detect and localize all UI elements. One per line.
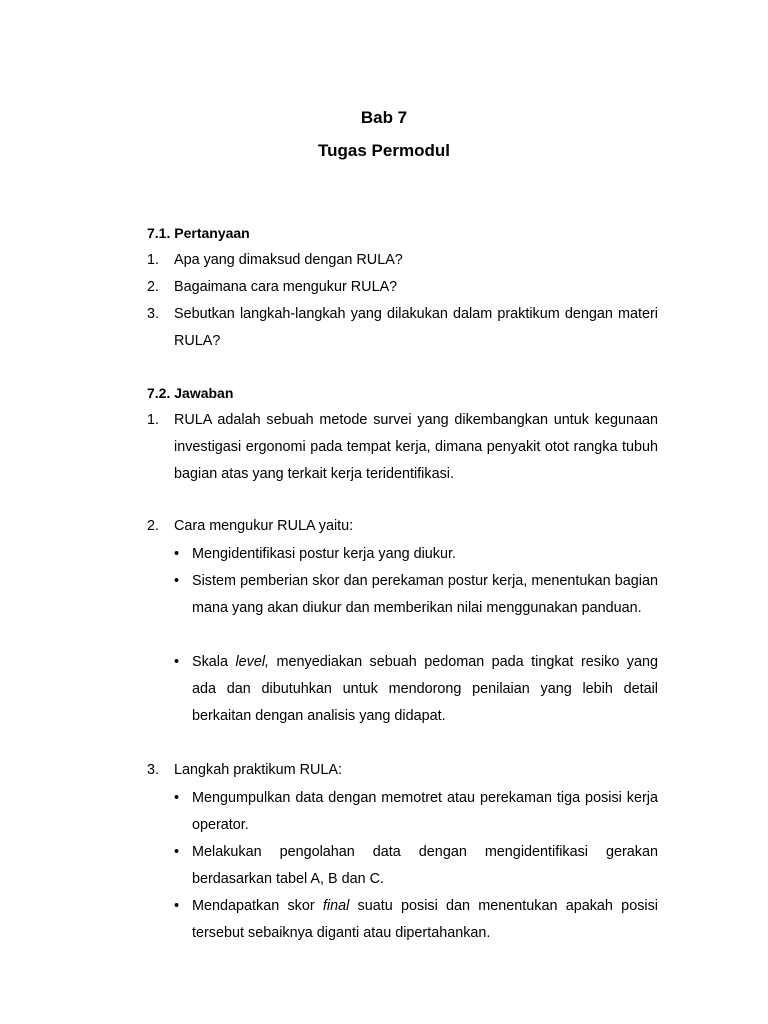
answer-item [147, 407, 658, 487]
bullet-icon: • [174, 573, 180, 589]
bullet-item [174, 541, 658, 568]
bullet-text: Mengidentifikasi postur kerja yang diukur. [192, 546, 456, 562]
bullet-item [174, 785, 658, 839]
bullet-icon: • [174, 654, 180, 670]
question-text: Sebutkan langkah-langkah yang dilakukan dalam praktikum dengan materi RULA? [174, 306, 658, 349]
bullet-text-end: menyediakan sebuah pedoman pada tingkat resiko yang ada dan dibutuhkan untuk mendorong penilaian yang lebih detail berkaitan dengan analisis yang didapat. [192, 654, 659, 724]
question-number: 2. [147, 279, 160, 295]
bullet-item [174, 568, 658, 622]
chapter-title: Tugas Permodul [318, 141, 450, 160]
bullet-icon: • [174, 844, 180, 860]
bullet-icon: • [174, 790, 180, 806]
answer-item [147, 757, 658, 784]
bullet-text [192, 649, 658, 729]
answer-number: 2. [147, 518, 160, 534]
question-text: Bagaimana cara mengukur RULA? [174, 279, 398, 295]
questions-heading: 7.1. Pertanyaan [147, 225, 250, 241]
question-item [147, 301, 658, 355]
answer-number: 1. [147, 412, 160, 428]
chapter-number: Bab 7 [360, 108, 408, 127]
question-number: 3. [147, 306, 160, 322]
bullet-text-start: Skala [192, 654, 236, 670]
bullet-text-end: suatu posisi dan menentukan apakah posisi tersebut sebaiknya diganti atau dipertahankan. [192, 898, 658, 941]
bullet-item [174, 839, 658, 893]
bullet-text [192, 893, 658, 947]
answers-heading: 7.2. Jawaban [147, 385, 234, 401]
question-text: Apa yang dimaksud dengan RULA? [174, 252, 403, 268]
answer-text: RULA adalah sebuah metode survei yang dikembangkan untuk kegunaan investigasi ergonomi pada tempat kerja, dimana penyakit otot rangka tubuh bagian atas yang terkait kerja teridentifikasi. [174, 412, 658, 482]
bullet-text-start: Mendapatkan skor [192, 898, 323, 914]
answer-text: Langkah praktikum RULA: [174, 762, 342, 778]
bullet-text: Mengumpulkan data dengan memotret atau perekaman tiga posisi kerja operator. [192, 790, 658, 833]
bullet-text: Sistem pemberian skor dan perekaman postur kerja, menentukan bagian mana yang akan diukur dan memberikan nilai menggunakan panduan. [192, 573, 658, 616]
answer-text: Cara mengukur RULA yaitu: [174, 518, 354, 534]
question-number: 1. [147, 252, 160, 268]
answer-item [147, 513, 658, 540]
bullet-text-italic: level, [235, 654, 270, 670]
bullet-text: Melakukan pengolahan data dengan mengidentifikasi gerakan berdasarkan tabel A, B dan C. [192, 844, 658, 887]
bullet-text-italic: final [322, 898, 350, 914]
bullet-icon: • [174, 546, 180, 562]
bullet-icon: • [174, 898, 180, 914]
bullet-item [174, 649, 658, 729]
question-item [147, 247, 658, 274]
bullet-item [174, 893, 658, 947]
question-item [147, 274, 658, 301]
answer-number: 3. [147, 762, 160, 778]
